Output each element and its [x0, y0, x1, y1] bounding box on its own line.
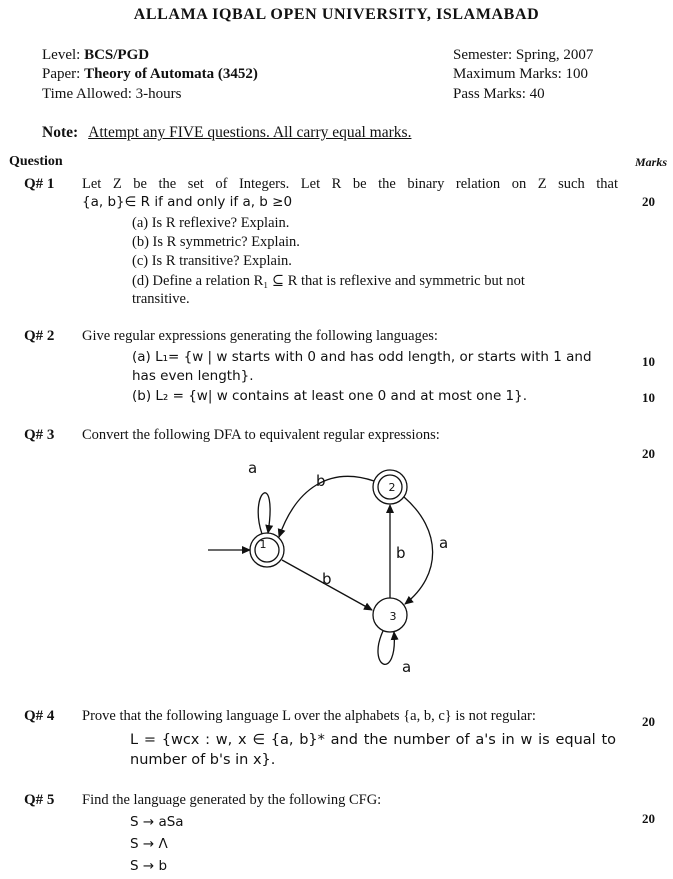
q1-part-c: (c) Is R transitive? Explain.: [132, 253, 292, 269]
q1-part-b: (b) Is R symmetric? Explain.: [132, 234, 300, 250]
edge-2-3-label: a: [439, 534, 449, 552]
q1-marks: 20: [642, 194, 655, 209]
q5-rule-3: S → b: [130, 858, 168, 874]
q4-number: Q# 4: [24, 708, 55, 724]
q2-part-a-line2: has even length}.: [132, 368, 254, 384]
q3-number: Q# 3: [24, 427, 55, 443]
state-3-label: 3: [389, 610, 397, 623]
q5-number: Q# 5: [24, 792, 55, 808]
state-1-label: 1: [259, 538, 267, 551]
maximum-marks: Maximum Marks: 100: [453, 66, 588, 82]
q1-line1: Let Z be the set of Integers. Let R be the binary relation on Z such that: [82, 176, 618, 192]
edge-2-3-a: [404, 497, 433, 604]
q1-part-d-cont: transitive.: [132, 291, 190, 307]
note: [42, 124, 411, 142]
semester: Semester: Spring, 2007: [453, 47, 594, 63]
note-label: Note:: [42, 124, 79, 141]
edge-3-3-a: [378, 631, 394, 664]
state-2-label: 2: [388, 481, 396, 494]
edge-3-3-label: a: [402, 658, 412, 676]
q2-part-a-marks: 10: [642, 354, 655, 369]
q2-part-a-line1: (a) L₁= {w | w starts with 0 and has odd length, or starts with 1 and: [132, 349, 592, 365]
edge-2-1-label: b: [316, 472, 326, 490]
pass-marks: Pass Marks: 40: [453, 86, 545, 102]
q4-marks: 20: [642, 714, 655, 729]
q2-text: Give regular expressions generating the following languages:: [82, 328, 438, 344]
q4-language-line2: number of b's in x}.: [130, 752, 276, 768]
marks-column-heading: Marks: [634, 155, 667, 169]
q2-part-b: (b) L₂ = {w| w contains at least one 0 and at most one 1}.: [132, 388, 528, 404]
note-text: Attempt any FIVE questions. All carry equal marks.: [88, 124, 412, 141]
q3-text: Convert the following DFA to equivalent regular expressions:: [82, 427, 440, 443]
q1-part-d: (d) Define a relation R₁ ⊆ R that is reflexive and symmetric but not: [132, 273, 525, 289]
edge-3-2-label: b: [396, 544, 406, 562]
q4-language-line1: L = {wcx : w, x ∈ {a, b}* and the number of a's in w is equal to: [130, 732, 616, 748]
paper-line: [42, 66, 258, 83]
q2-part-b-marks: 10: [642, 390, 655, 405]
q1-number: Q# 1: [24, 176, 55, 192]
edge-1-3-label: b: [322, 570, 332, 588]
paper-label: Paper:: [42, 66, 81, 82]
edge-2-1-b: [279, 476, 374, 537]
q5-rule-2: S → Λ: [130, 836, 168, 852]
level-label: Level:: [42, 47, 81, 63]
question-column-heading: Question: [9, 154, 63, 169]
paper-value: Theory of Automata (3452): [84, 66, 258, 82]
q5-marks: 20: [642, 811, 655, 826]
q4-text: Prove that the following language L over the alphabets {a, b, c} is not regular:: [82, 708, 536, 724]
q2-number: Q# 2: [24, 328, 55, 344]
q3-marks: 20: [642, 446, 655, 461]
q5-rule-1: S → aSa: [130, 814, 184, 830]
q1-line2: {a, b}∈ R if and only if a, b ≥0: [82, 194, 293, 210]
university-title: ALLAMA IQBAL OPEN UNIVERSITY, ISLAMABAD: [133, 6, 540, 23]
dfa-diagram: [195, 455, 455, 685]
time-allowed: Time Allowed: 3-hours: [42, 86, 182, 102]
level-value: BCS/PGD: [84, 47, 150, 63]
edge-1-1-label: a: [248, 459, 258, 477]
q5-text: Find the language generated by the following CFG:: [82, 792, 382, 808]
level-line: [42, 47, 149, 64]
q1-part-a: (a) Is R reflexive? Explain.: [132, 215, 290, 231]
edge-1-1-a: [258, 493, 270, 534]
